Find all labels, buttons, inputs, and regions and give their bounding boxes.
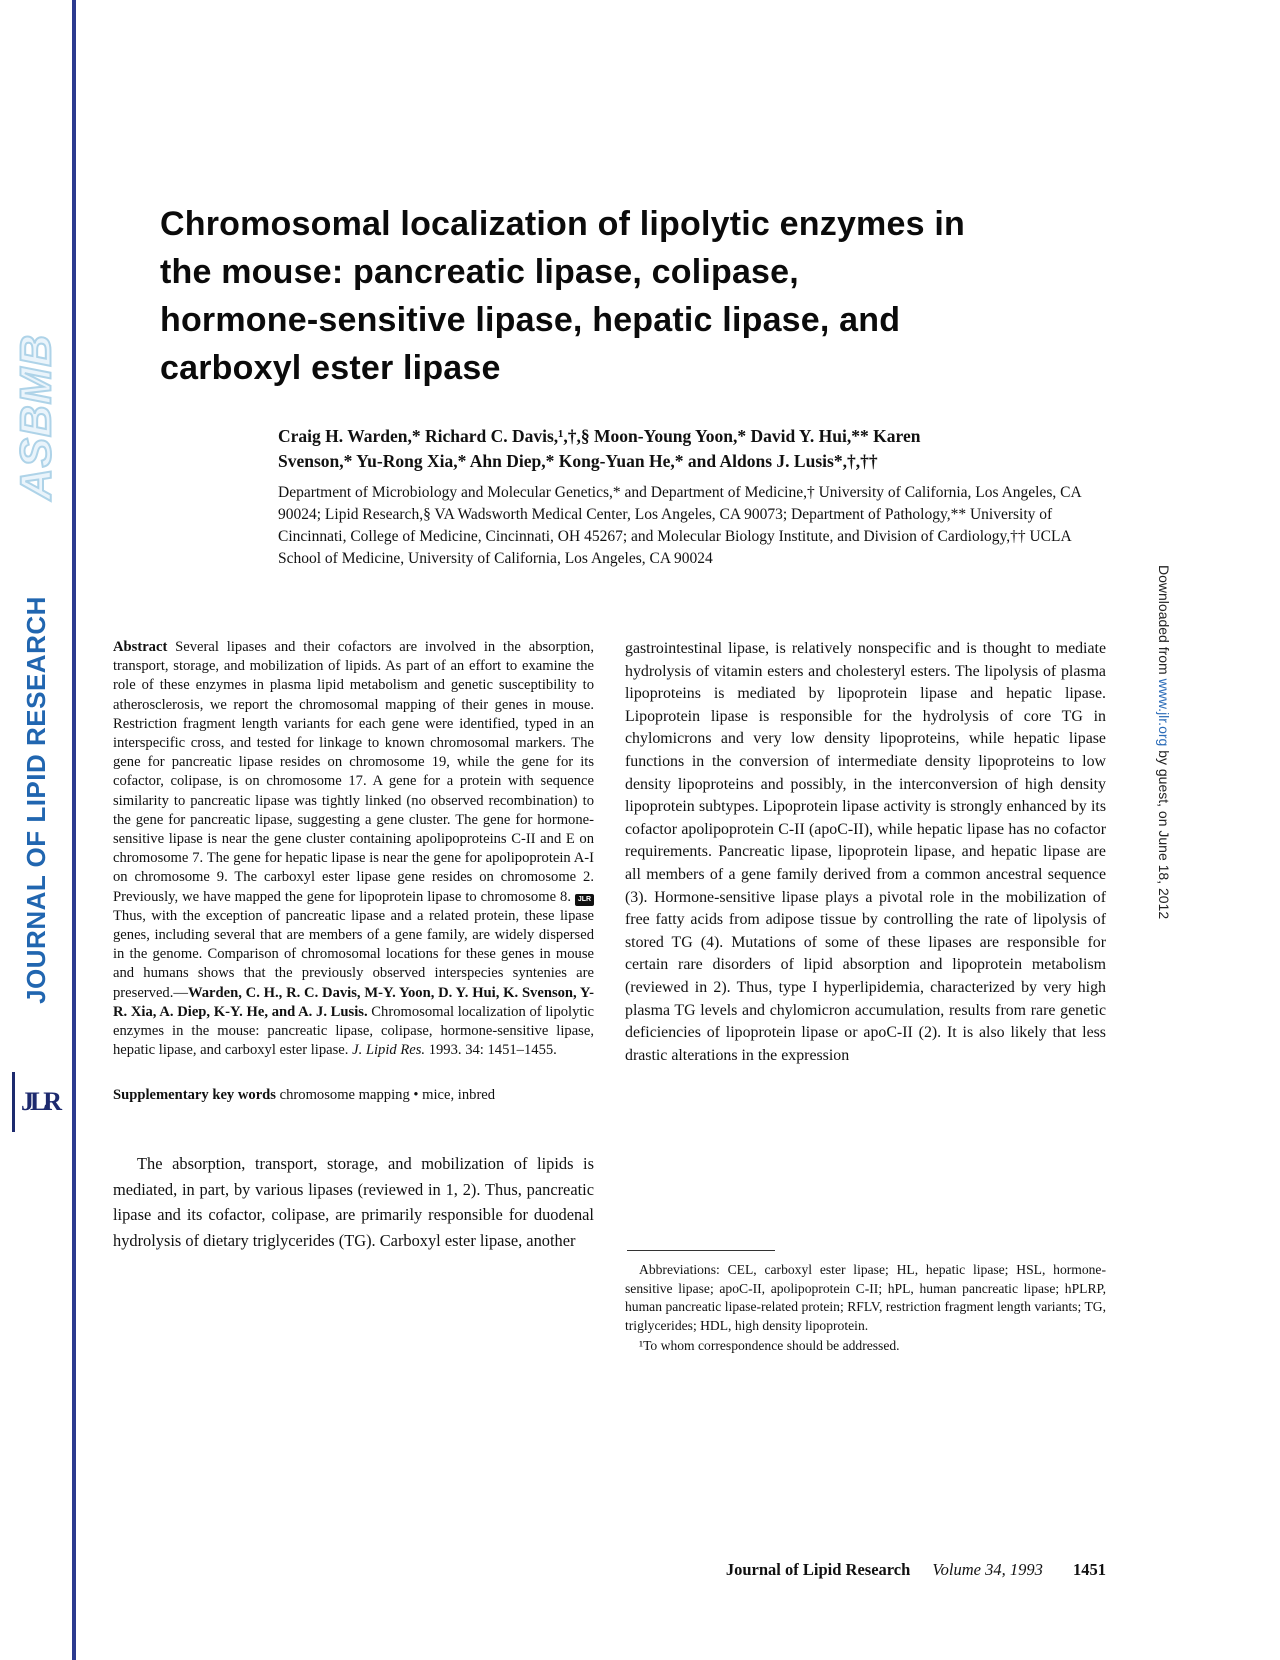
body-right-paragraph: gastrointestinal lipase, is relatively nonspecific and is thought to mediate hydrolysis of vitamin esters and cholesteryl esters. The lipolysis of plasma lipoproteins is mediated by lipoprotein lipase and hepatic lipase. Lipoprotein lipase is responsible for the hydrolysis of core TG in chylomicrons and very low density lipoproteins, while hepatic lipase functions in the conversion of intermediate density lipoproteins to low density lipoproteins and possibly, in the interconversion of high density lipoprotein subtypes. Lipoprotein lipase activity is strongly enhanced by its cofactor apolipoprotein C-II (apoC-II), while hepatic lipase has no cofactor requirements. Pancreatic lipase, lipoprotein lipase, and hepatic lipase are all members of a gene family derived from a common ancestral sequence (3). Hormone-sensitive lipase plays a pivotal role in the mobilization of free fatty acids from adipose tissue by controlling the rate of lipolysis of stored TG (4). Mutations of some of these lipases are responsible for certain rare disorders of lipid absorption and lipoprotein metabolism (reviewed in 2). Thus, type I hyperlipidemia, characterized by very high plasma TG levels and chylomicron accumulation, results from rare genetic deficiencies of lipoprotein lipase or apoC-II (2). It is also likely that less drastic alterations in the expression — [625, 640, 1106, 1064]
supplementary-keywords — [113, 1086, 594, 1105]
page-footer — [625, 1560, 1106, 1580]
abstract-label: Abstract — [113, 639, 168, 655]
abstract-paragraph — [113, 638, 594, 1060]
left-vertical-rule — [72, 0, 76, 1660]
journal-vertical-title: JOURNAL OF LIPID RESEARCH — [20, 596, 51, 1004]
footer-page-number: 1451 — [1073, 1560, 1106, 1579]
download-banner — [1156, 565, 1172, 1005]
abbreviations-note: Abbreviations: CEL, carboxyl ester lipase; HL, hepatic lipase; HSL, hormone-sensitive lipase; apoC-II, apolipoprotein C-II; hPL, human pancreatic lipase; hPLRP, human pancreatic lipase-related protein; RFLV, restriction fragment length variants; TG, triglycerides; HDL, high density lipoprotein. — [625, 1262, 1106, 1333]
jlr-emblem-icon: JLR — [12, 1072, 62, 1132]
intro-paragraph: The absorption, transport, storage, and mobilization of lipids is mediated, in part, by various lipases (reviewed in 1, 2). Thus, pancreatic lipase and its cofactor, colipase, are primarily responsible for duodenal hydrolysis of dietary triglycerides (TG). Carboxyl ester lipase, another — [113, 1154, 594, 1250]
affiliations: Department of Microbiology and Molecular Genetics,* and Department of Medicine,† University of California, Los Angeles, CA 90024; Lipid Research,§ VA Wadsworth Medical Center, Los Angeles, CA 90073; Department of Pathology,** University of Cincinnati, College of Medicine, Cincinnati, OH 45267; and Molecular Biology Institute, and Division of Cardiology,†† UCLA School of Medicine, University of California, Los Angeles, CA 90024 — [278, 484, 1081, 567]
title-line-1: Chromosomal localization of lipolytic enzymes in — [160, 205, 965, 243]
abstract-journal-ref: J. Lipid Res. — [352, 1042, 426, 1059]
abstract-citation: Warden, C. H., R. C. Davis, M-Y. Yoon, D. Y. Hui, K. Svenson, Y-R. Xia, A. Diep, K-Y. He, and A. J. Lusis. — [113, 984, 594, 1020]
asbmb-logo: ASBMB — [11, 333, 61, 501]
abstract-ref-tail: 1993. 34: 1451–1455. — [425, 1042, 557, 1059]
column-left — [113, 638, 594, 1253]
abstract-text-1: Several lipases and their cofactors are involved in the absorption, transport, storage, and mobilization of lipids. As part of an effort to examine the role of these enzymes in plasma lipid metabolism and genetic susceptibility to atherosclerosis, we report the chromosomal mapping of their genes in mouse. Restriction fragment length variants for each gene were identified, typed in an interspecific cross, and tested for linkage to known chromosomal markers. The gene for pancreatic lipase resides on chromosome 19, while the gene for its cofactor, colipase, is on chromosome 17. A gene for a protein with sequence similarity to pancreatic lipase was tightly linked (no observed recombination) to the gene for pancreatic lipase, suggesting a gene cluster. The gene for hormone-sensitive lipase is near the gene cluster containing apolipoproteins C-II and E on chromosome 7. The gene for hepatic lipase is near the gene for apolipoprotein A-I on chromosome 9. The carboxyl ester lipase gene resides on chromosome 2. Previously, we have mapped the gene for lipoprotein lipase to chromosome 8. — [113, 639, 594, 905]
download-banner-suffix: by guest, on June 18, 2012 — [1156, 746, 1172, 920]
abstract-text-2: Thus, with the exception of pancreatic lipase and a related protein, these lipase genes, including several that are members of a gene family, are widely dispersed in the genome. Comparison of chromosomal locations for these genes in mouse and humans shows that the previously observed interspecies syntenies are preserved.— — [113, 907, 594, 1001]
keywords-text: chromosome mapping • mice, inbred — [275, 1087, 496, 1104]
footnotes-block — [625, 1250, 1106, 1356]
footer-journal-name: Journal of Lipid Research — [725, 1560, 911, 1579]
jlr-org-link[interactable]: www.jlr.org — [1156, 678, 1172, 747]
footer-volume: Volume 34, 1993 — [932, 1560, 1043, 1579]
abstract-text-3: Chromosomal localization of lipolytic enzymes in the mouse: pancreatic lipase, colipase, hormone-sensitive lipase, hepatic lipase, and carboxyl ester lipase. — [113, 1003, 594, 1059]
authors-block — [278, 424, 1108, 474]
download-banner-prefix: Downloaded from — [1156, 565, 1172, 679]
jlr-inline-icon: JLR — [575, 894, 594, 906]
title-line-4: carboxyl ester lipase — [160, 349, 501, 387]
column-right — [625, 638, 1106, 1067]
article-title — [160, 200, 1080, 392]
correspondence-note: ¹To whom correspondence should be addressed. — [639, 1338, 900, 1354]
authors-line-2: Svenson,* Yu-Rong Xia,* Ahn Diep,* Kong-Yuan He,* and Aldons J. Lusis*,†,†† — [278, 451, 878, 471]
title-line-2: the mouse: pancreatic lipase, colipase, — [160, 253, 799, 291]
title-line-3: hormone-sensitive lipase, hepatic lipase, and — [160, 301, 901, 339]
footnote-divider — [627, 1250, 775, 1251]
keywords-label: Supplementary key words — [113, 1087, 276, 1104]
authors-line-1: Craig H. Warden,* Richard C. Davis,¹,†,§ Moon-Young Yoon,* David Y. Hui,** Karen — [278, 426, 921, 446]
